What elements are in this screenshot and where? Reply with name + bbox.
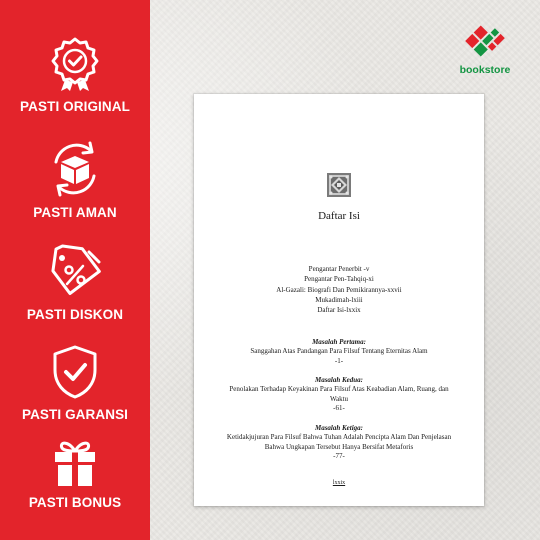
page-title: Daftar Isi <box>318 210 360 222</box>
badge-diskon <box>0 244 150 322</box>
section-title: Masalah Ketiga: <box>314 424 364 432</box>
section-desc: Sanggahan Atas Pandangan Para Filsuf Tentang Eternitas Alam <box>250 347 428 356</box>
guarantee-panel <box>0 0 150 540</box>
section-page: -1- <box>334 356 344 365</box>
section-title: Masalah Pertama: <box>312 338 366 346</box>
toc-entry: Daftar Isi-lxxix <box>317 306 361 315</box>
medal-check-icon <box>50 36 100 92</box>
badge-label-garansi: PASTI GARANSI <box>21 407 129 422</box>
badge-label-aman: PASTI AMAN <box>33 205 117 220</box>
badge-original <box>0 36 150 114</box>
toc-entry: Al-Gazali: Biografi Dan Pemikirannya-xxvii <box>276 285 402 294</box>
toc-intro <box>194 264 484 315</box>
badge-aman <box>0 140 150 220</box>
section-title: Masalah Kedua: <box>314 376 364 384</box>
badge-label-original: PASTI ORIGINAL <box>20 99 130 114</box>
section-desc: Penolakan Terhadap Keyakinan Para Filsuf Atas Keabadian Alam, Ruang, dan Waktu <box>229 385 449 403</box>
toc-section-1 <box>224 338 454 366</box>
toc-entry: Pengantar Pen-Tahqiq-xi <box>304 275 374 284</box>
section-page: -77- <box>333 452 345 461</box>
badge-label-diskon: PASTI DISKON <box>26 307 124 322</box>
toc-entry: Pengantar Penerbit -v <box>308 265 370 273</box>
bookstore-logo[interactable] <box>455 20 515 76</box>
badge-label-bonus: PASTI BONUS <box>28 495 122 510</box>
gift-icon <box>50 436 100 488</box>
toc-entry: Mukadimah-lxiii <box>315 295 363 304</box>
ornament-icon <box>327 173 351 197</box>
book-page <box>194 94 484 506</box>
percent-tag-icon <box>47 244 103 300</box>
bookstore-logo-icon <box>462 20 508 62</box>
shield-check-icon <box>50 344 100 400</box>
section-page: -61- <box>333 404 345 413</box>
badge-bonus <box>0 436 150 510</box>
section-desc: Ketidakjujuran Para Filsuf Bahwa Tuhan Adalah Pencipta Alam Dan Penjelasan Bahwa Ungkapan Tersebut Hanya Bersifat Metaforis <box>226 433 452 451</box>
toc-section-3 <box>224 424 454 462</box>
box-cycle-icon <box>46 140 104 198</box>
badge-garansi <box>0 344 150 422</box>
toc-section-2 <box>224 376 454 414</box>
bookstore-brand-text: bookstore <box>459 64 511 76</box>
page-footer-number: lxxix <box>332 480 346 486</box>
